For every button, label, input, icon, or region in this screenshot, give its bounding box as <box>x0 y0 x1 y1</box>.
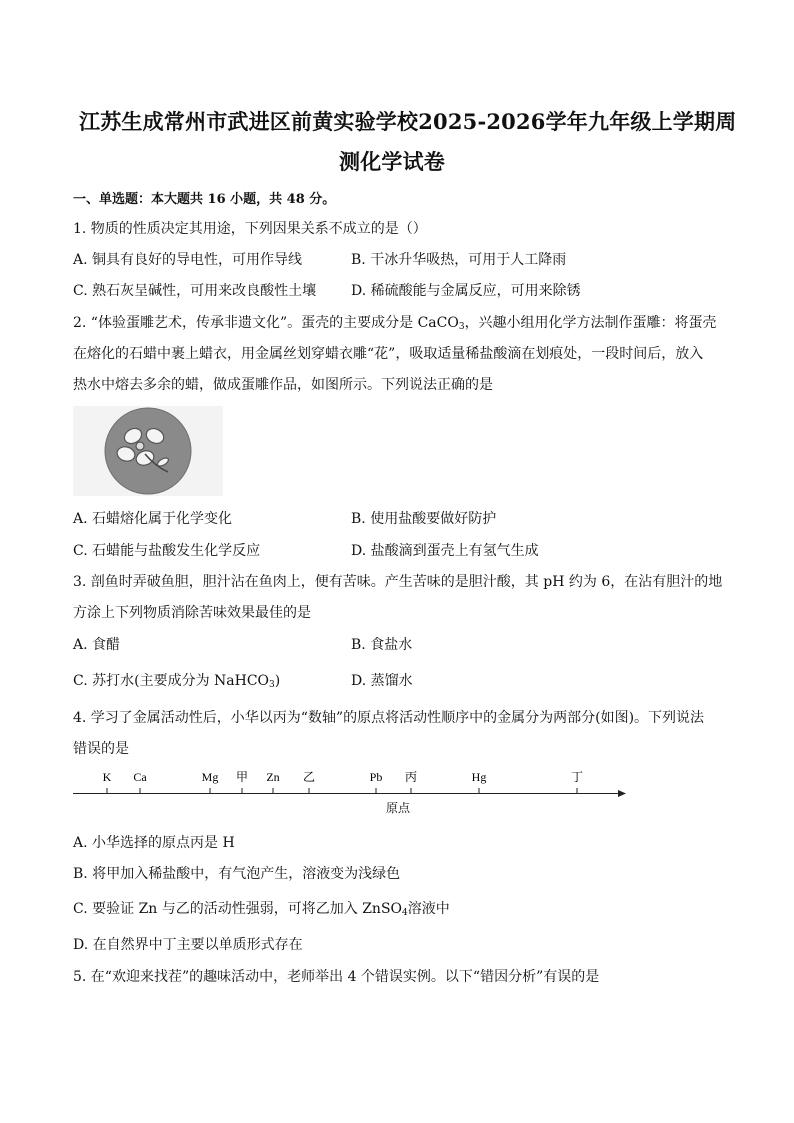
question-2-line1-text: 2. “体验蛋雕艺术，传承非遗文化”。蛋壳的主要成分是 CaCO <box>73 315 459 331</box>
question-4-option-c <box>73 898 450 918</box>
subscript: 4 <box>402 908 408 918</box>
question-4-option-a: A. 小华选择的原点丙是 H <box>73 835 235 851</box>
axis-label-3: 甲 <box>235 770 249 784</box>
subscript: 3 <box>458 322 465 332</box>
question-1-stem: 1. 物质的性质决定其用途，下列因果关系不成立的是（） <box>73 221 427 237</box>
question-4-option-c-text: C. 要验证 Zn 与乙的活动性强弱，可将乙加入 ZnSO <box>73 901 403 917</box>
question-3-option-b: B. 食盐水 <box>351 637 413 653</box>
page-title-line2: 测化学试卷 <box>339 149 445 174</box>
question-1-option-c: C. 熟石灰呈碱性，可用来改良酸性土壤 <box>73 283 317 299</box>
question-1-option-b: B. 干冰升华吸热，可用于人工降雨 <box>351 252 567 268</box>
question-2-option-d: D. 盐酸滴到蛋壳上有氢气生成 <box>351 543 539 559</box>
axis-label-5: 乙 <box>302 770 316 784</box>
question-4-option-d: D. 在自然界中丁主要以单质形式存在 <box>73 937 303 953</box>
axis-label-9: 丁 <box>570 770 584 784</box>
question-2-option-b: B. 使用盐酸要做好防护 <box>351 511 497 527</box>
activity-number-line <box>70 766 630 816</box>
question-3-option-c <box>73 670 280 690</box>
question-3-option-c-text: C. 苏打水(主要成分为 NaHCO <box>73 673 270 689</box>
question-1-option-a: A. 铜具有良好的导电性，可用作导线 <box>73 252 303 268</box>
question-2-option-c: C. 石蜡能与盐酸发生化学反应 <box>73 543 261 559</box>
axis-label-8: Hg <box>471 770 487 784</box>
axis-label-4: Zn <box>266 770 280 784</box>
question-3-line1: 3. 剖鱼时弄破鱼胆，胆汁沾在鱼肉上，便有苦味。产生苦味的是胆汁酸，其 pH 约为 6，在沾有胆汁的地 <box>73 574 723 590</box>
origin-label: 原点 <box>385 801 411 815</box>
axis-label-1: Ca <box>133 770 147 784</box>
question-3-option-d: D. 蒸馏水 <box>351 673 413 689</box>
question-4-line1: 4. 学习了金属活动性后，小华以丙为“数轴”的原点将活动性顺序中的金属分为两部分(如图)。下列说法 <box>73 710 705 726</box>
question-3-option-c-text-cont: ) <box>274 673 281 689</box>
axis-label-0: K <box>102 770 112 784</box>
subscript: 3 <box>269 680 275 690</box>
page-title-line1: 江苏生成常州市武进区前黄实验学校2025-2026学年九年级上学期周 <box>79 109 737 134</box>
question-2-line2: 在熔化的石蜡中裹上蜡衣，用金属丝划穿蜡衣雕“花”，吸取适量稀盐酸滴在划痕处，一段时间后，放入 <box>73 346 704 362</box>
question-4-option-b: B. 将甲加入稀盐酸中，有气泡产生，溶液变为浅绿色 <box>73 866 401 882</box>
question-4-option-c-text-cont: 溶液中 <box>407 901 450 917</box>
question-2-line1 <box>73 312 717 332</box>
arrow-icon <box>618 790 626 797</box>
egg-carving-figure <box>73 406 223 496</box>
question-2-line1-text-cont: ，兴趣小组用化学方法制作蛋雕：将蛋壳 <box>464 315 717 331</box>
question-3-option-a: A. 食醋 <box>73 637 121 653</box>
question-4-line2: 错误的是 <box>73 741 129 757</box>
question-2-line3: 热水中熔去多余的蜡，做成蛋雕作品，如图所示。下列说法正确的是 <box>73 377 493 393</box>
axis-ticks <box>103 770 583 794</box>
axis-label-7: 丙 <box>404 770 418 784</box>
question-3-line2: 方涂上下列物质消除苦味效果最佳的是 <box>73 605 311 621</box>
question-1-option-d: D. 稀硫酸能与金属反应，可用来除锈 <box>351 283 581 299</box>
section-heading: 一、单选题：本大题共 16 小题，共 48 分。 <box>73 192 336 207</box>
axis-label-2: Mg <box>201 770 219 784</box>
axis-label-6: Pb <box>369 770 383 784</box>
question-2-option-a: A. 石蜡熔化属于化学变化 <box>73 511 233 527</box>
question-5-stem: 5. 在“欢迎来找茬”的趣味活动中，老师举出 4 个错误实例。以下“错因分析”有误的是 <box>73 969 600 985</box>
